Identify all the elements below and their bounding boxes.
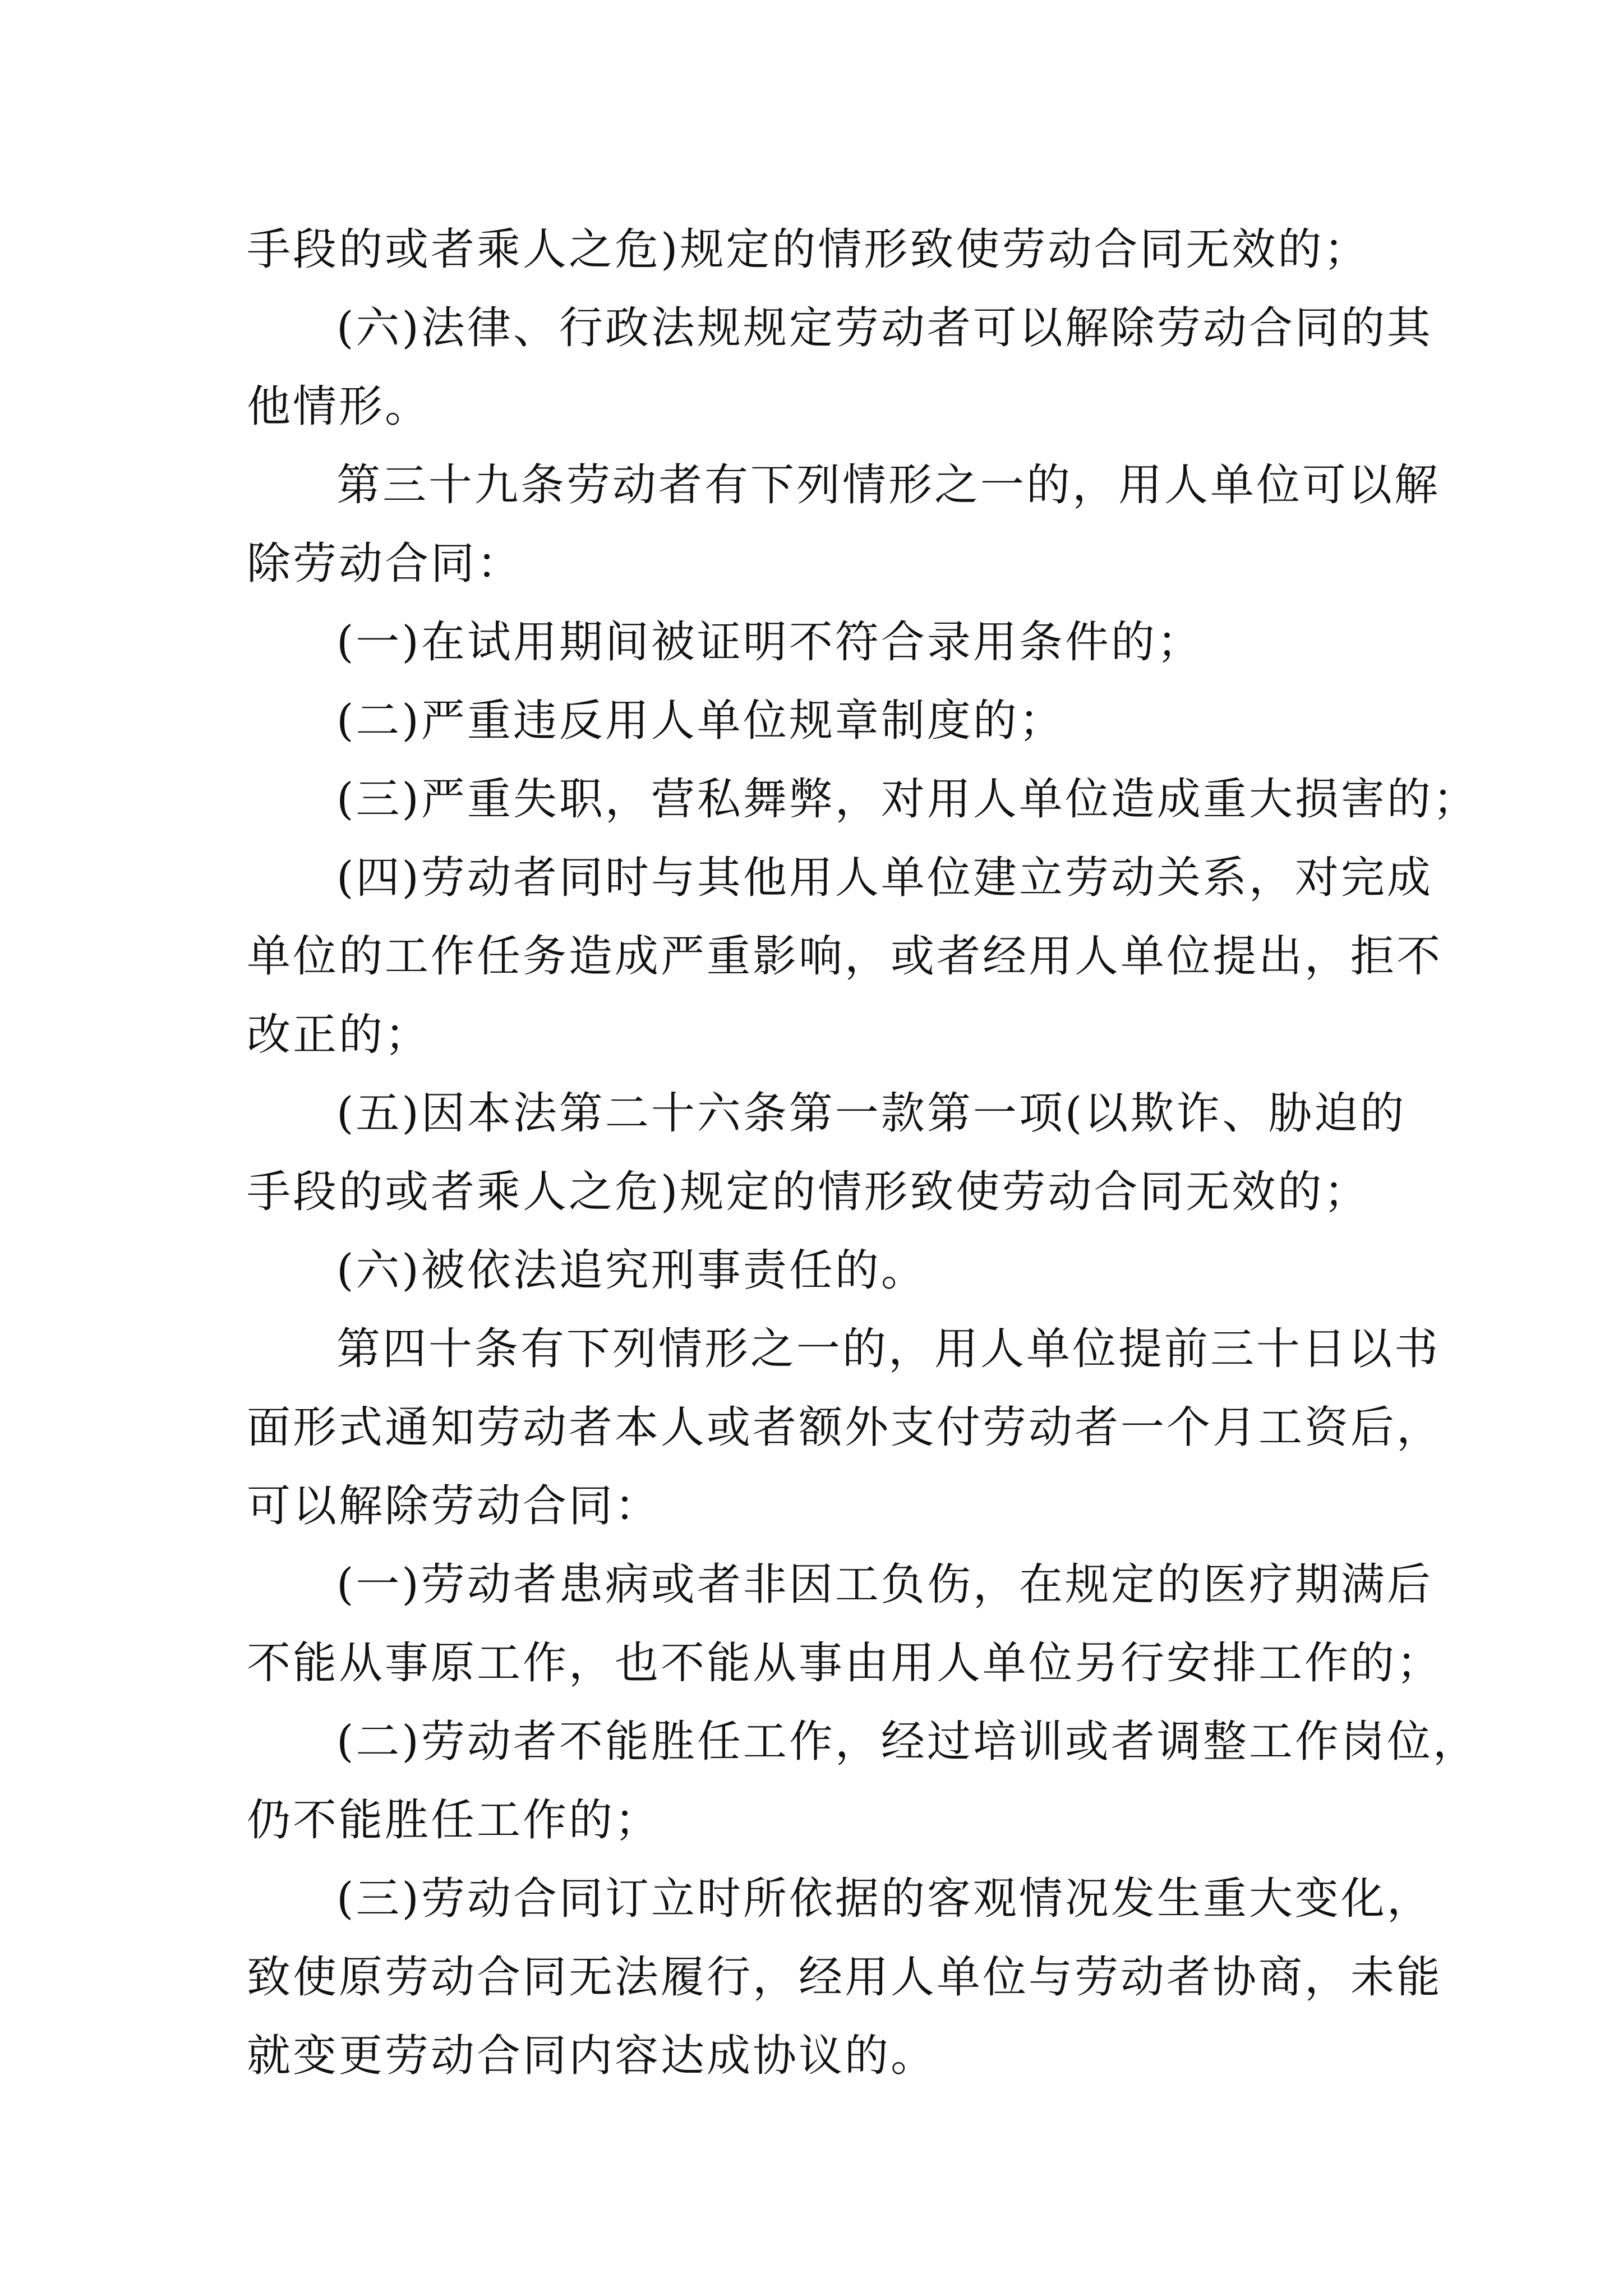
text-line: (五)因本法第二十六条第一款第一项(以欺诈、胁迫的 [336,1088,1407,1139]
text-line: 手段的或者乘人之危)规定的情形致使劳动合同无效的； [247,1167,1370,1217]
text-line: 除劳动合同： [247,539,523,589]
text-line: 手段的或者乘人之危)规定的情形致使劳动合同无效的； [247,224,1370,275]
text-line: (二)劳动者不能胜任工作，经过培训或者调整工作岗位， [336,1717,1479,1767]
text-line: 他情形。 [247,381,431,432]
text-line: (六)被依法追究刑事责任的。 [336,1245,927,1296]
text-line: 不能从事原工作，也不能从事由用人单位另行安排工作的； [247,1638,1443,1688]
text-line: (三)严重失职，营私舞弊，对用人单位造成重大损害的； [336,774,1479,825]
text-line: (一)劳动者患病或者非因工负伤，在规定的医疗期满后 [336,1559,1433,1610]
text-line: 改正的； [247,1010,431,1060]
text-line: 第四十条有下列情形之一的，用人单位提前三十日以书 [336,1324,1441,1374]
text-line: (六)法律、行政法规规定劳动者可以解除劳动合同的其 [336,303,1433,353]
text-line: 可以解除劳动合同： [247,1481,661,1531]
text-line: 面形式通知劳动者本人或者额外支付劳动者一个月工资后， [247,1402,1443,1453]
text-line: 第三十九条劳动者有下列情形之一的，用人单位可以解 [336,460,1441,510]
text-line: 就变更劳动合同内容达成协议的。 [247,2031,937,2081]
text-line: (二)严重违反用人单位规章制度的； [336,696,1065,746]
text-line: (三)劳动合同订立时所依据的客观情况发生重大变化， [336,1874,1433,1924]
text-line: (一)在试用期间被证明不符合录用条件的； [336,617,1203,668]
text-line: 单位的工作任务造成严重影响，或者经用人单位提出，拒不 [247,931,1443,982]
text-line: (四)劳动者同时与其他用人单位建立劳动关系，对完成 [336,853,1433,903]
text-line: 致使原劳动合同无法履行，经用人单位与劳动者协商，未能 [247,1952,1443,2003]
text-line: 仍不能胜任工作的； [247,1795,661,1846]
